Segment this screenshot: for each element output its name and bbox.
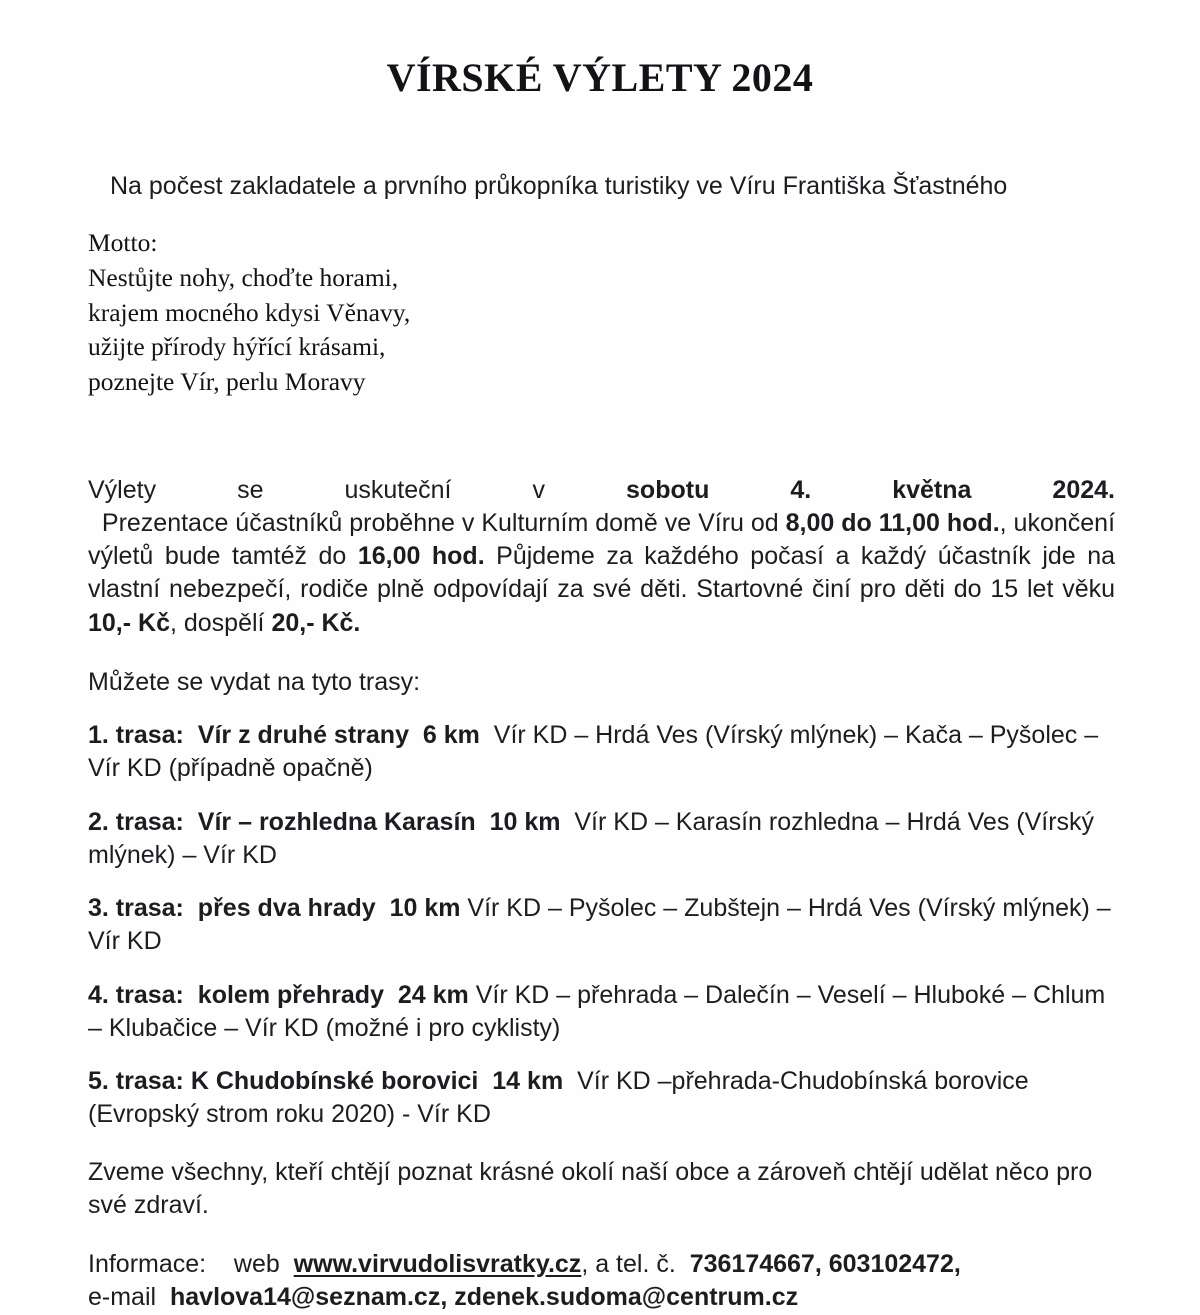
route-item	[88, 699, 1115, 786]
contact-emails: havlova14@seznam.cz, zdenek.sudoma@centrum.cz	[169, 1283, 799, 1312]
intro-fee-adults: 20,- Kč.	[271, 608, 361, 637]
motto-line-4: poznejte Vír, perlu Moravy	[88, 366, 366, 396]
route-name: kolem přehrady	[197, 980, 384, 1009]
intro-text-5: , dospělí	[169, 608, 272, 637]
motto-label: Motto:	[88, 228, 158, 258]
route-item	[88, 1045, 1115, 1132]
route-name: K Chudobínské borovici	[190, 1067, 479, 1096]
route-path: Vír KD – Karasín rozhledna – Hrdá Ves (Vírský mlýnek) – Vír KD	[88, 807, 1095, 869]
route-distance: 10 km	[389, 894, 461, 923]
route-distance-sep	[376, 894, 390, 922]
route-path: Vír KD – Hrdá Ves (Vírský mlýnek) – Kača – Pyšolec – Vír KD (případně opačně)	[88, 721, 1099, 783]
intro-text-4: Půjdeme za každého počasí a každý účastník jde na vlastní nebezpečí, rodiče plně odpovídají za své děti. Startovné činí pro děti do 15 let věku	[88, 542, 1116, 604]
intro-date: sobotu 4. května 2024.	[626, 475, 1115, 504]
route-name-sep	[184, 808, 198, 836]
contact-web-label: web	[233, 1250, 280, 1279]
route-distance: 6 km	[422, 721, 480, 750]
document-body	[0, 400, 1200, 1315]
intro-text-3: , ukončení výletů bude tamtéž do	[88, 508, 1116, 571]
contact-paragraph	[88, 1222, 1115, 1315]
page-title: VÍRSKÉ VÝLETY 2024	[386, 55, 814, 100]
route-item	[88, 872, 1115, 959]
route-item	[88, 786, 1115, 873]
routes-heading: Můžete se vydat na tyto trasy:	[88, 667, 421, 696]
intro-fee-children: 10,- Kč	[88, 608, 170, 637]
route-name-sep	[184, 1067, 191, 1095]
contact-web-sep	[280, 1250, 294, 1278]
route-distance: 14 km	[492, 1067, 564, 1096]
motto-line-3: užijte přírody hýřící krásami,	[88, 332, 386, 362]
route-number: 3. trasa:	[88, 894, 184, 923]
contact-email-sep	[156, 1283, 170, 1311]
route-path: Vír KD – přehrada – Dalečín – Veselí – Hluboké – Chlum – Klubačice – Vír KD (možné i pro cyklisty)	[88, 980, 1106, 1042]
intro-text-2: Prezentace účastníků proběhne v Kulturním domě ve Víru od	[88, 508, 786, 537]
dedication-line: Na počest zakladatele a prvního průkopníka turistiky ve Víru Františka Šťastného	[110, 172, 1008, 200]
route-item	[88, 959, 1115, 1046]
motto-line-2: krajem mocného kdysi Věnavy,	[88, 297, 411, 327]
route-path: Vír KD – Pyšolec – Zubštejn – Hrdá Ves (Vírský mlýnek) – Vír KD	[88, 894, 1111, 956]
route-name-sep	[184, 721, 198, 749]
route-name: Vír – rozhledna Karasín	[197, 807, 476, 836]
intro-end-time: 16,00 hod.	[357, 542, 485, 571]
intro-presentation-time: 8,00 do 11,00 hod.	[785, 508, 1000, 537]
route-number: 5. trasa:	[88, 1067, 184, 1096]
route-name: přes dva hrady	[197, 894, 376, 923]
route-distance: 10 km	[489, 807, 561, 836]
contact-phones: 736174667, 603102472,	[689, 1250, 961, 1279]
intro-text-1: Výlety se uskuteční v	[88, 475, 627, 504]
route-distance: 24 km	[397, 980, 469, 1009]
route-name: Vír z druhé strany	[197, 721, 409, 750]
route-path-sep	[560, 808, 574, 836]
route-name-sep	[184, 981, 198, 1009]
contact-phone-sep	[676, 1250, 690, 1278]
closing-paragraph: Zveme všechny, kteří chtějí poznat krásné okolí naší obce a zároveň chtějí udělat něco pro své zdraví.	[88, 1157, 1093, 1219]
route-path: Vír KD –přehrada-Chudobínská borovice (Evropský strom roku 2020) - Vír KD	[88, 1067, 1029, 1129]
route-name-sep	[184, 894, 198, 922]
route-path-sep	[480, 721, 494, 749]
contact-label: Informace:	[88, 1250, 207, 1279]
route-distance-sep	[409, 721, 423, 749]
route-distance-sep	[478, 1067, 492, 1095]
route-path-sep	[563, 1067, 577, 1095]
route-number: 4. trasa:	[88, 980, 184, 1009]
intro-paragraph	[88, 400, 1115, 640]
route-number: 2. trasa:	[88, 807, 184, 836]
motto-block	[0, 202, 1200, 399]
route-number: 1. trasa:	[88, 721, 184, 750]
contact-email-label: e-mail	[88, 1283, 157, 1312]
contact-label-sep	[206, 1250, 234, 1278]
motto-line-1: Nestůjte nohy, choďte horami,	[88, 262, 399, 292]
route-path-sep	[469, 981, 476, 1009]
contact-phone-label: , a tel. č.	[581, 1250, 676, 1279]
website-link[interactable]: www.virvudolisvratky.cz	[293, 1250, 582, 1279]
route-distance-sep	[384, 981, 398, 1009]
route-distance-sep	[476, 808, 490, 836]
